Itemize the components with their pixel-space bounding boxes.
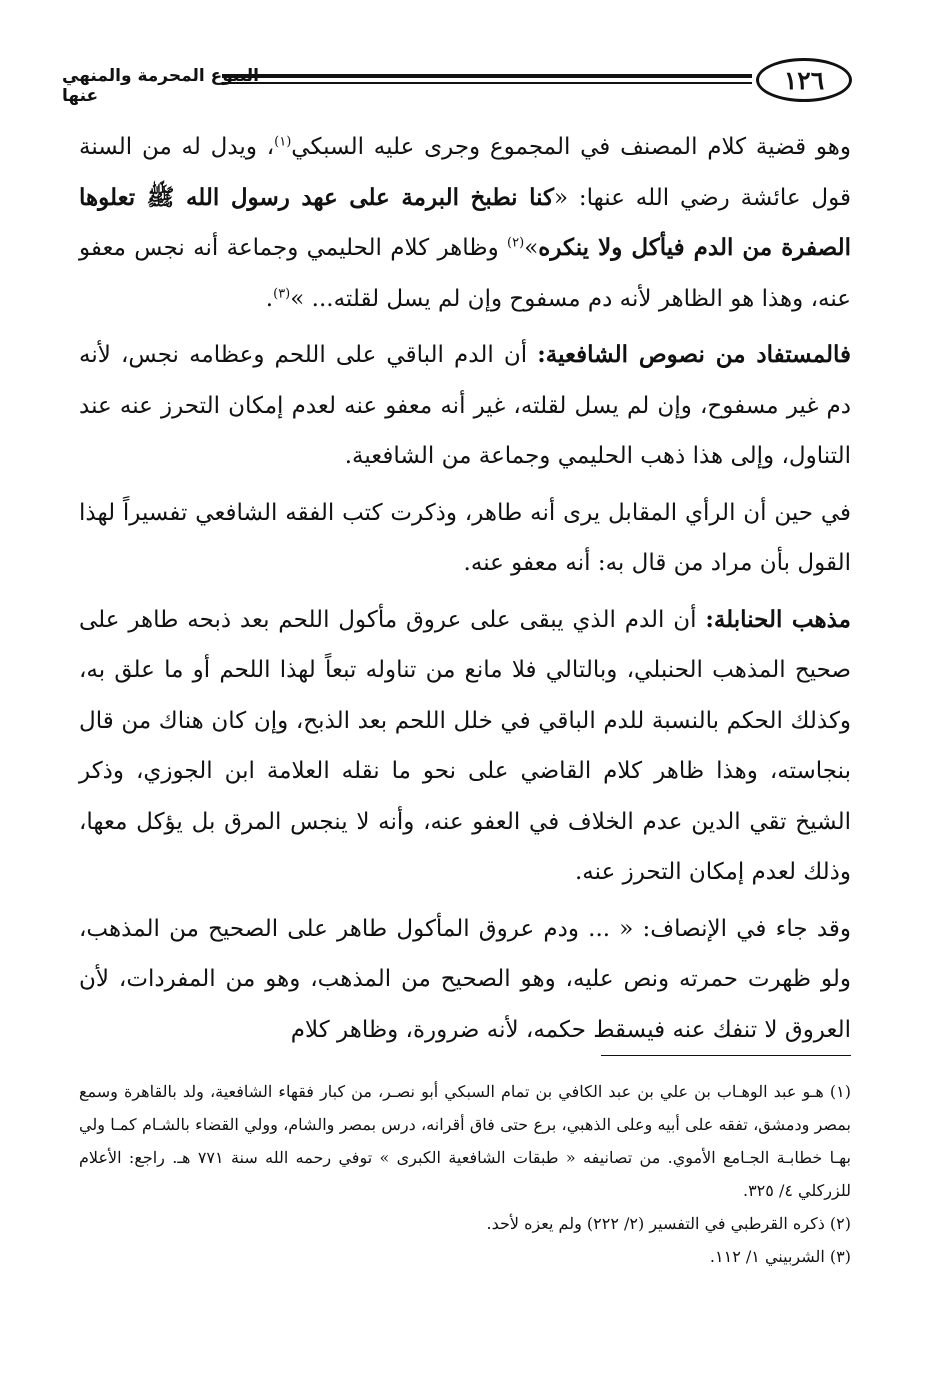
paragraph-5 — [79, 904, 851, 1056]
p1-text-a: وهو قضية كلام المصنف في المجموع وجرى عليه السبكي — [291, 134, 851, 160]
hadith-quote: كنا نطبخ البرمة على عهد رسول الله ﷺ تعلوها الصفرة من الدم فيأكل ولا ينكره — [79, 183, 851, 261]
p1-text-e: . — [265, 285, 274, 312]
p1-text-d: وظاهر كلام الحليمي وجماعة أنه نجس معفو عنه، وهذا هو الظاهر لأنه دم مسفوح وإن لم يسل لقلته... » — [79, 235, 851, 312]
main-text — [79, 122, 851, 1061]
p2-heading: فالمستفاد من نصوص الشافعية: — [537, 341, 851, 368]
paragraph-4 — [79, 595, 851, 898]
p5-text: وقد جاء في الإنصاف: « ... ودم عروق المأكول طاهر على الصحيح من المذهب، ولو ظهرت حمرته ونص عليه، وهو الصحيح من المذهب، وهو من المفردات، لأن العروق لا تنفك عنه فيسقط حكمه، لأنه ضرورة، وظاهر كلام — [79, 915, 851, 1043]
footnote-ref-3: (٣) — [273, 285, 291, 301]
p4-heading: مذهب الحنابلة: — [705, 605, 851, 633]
page-header — [62, 58, 852, 108]
footnotes — [79, 1075, 851, 1273]
header-rule — [222, 74, 752, 84]
p2-text: أن الدم الباقي على اللحم وعظامه نجس، لأنه دم غير مسفوح، وإن لم يسل لقلته، غير أنه معفو عنه لعدم إمكان التحرز عنه عند التناول، وإلى هذا ذهب الحليمي وجماعة من الشافعية. — [79, 342, 851, 469]
footnote-ref-1: (١) — [274, 134, 292, 150]
footnote-3: (٣) الشربيني ١/ ١١٢. — [709, 1247, 851, 1266]
paragraph-3 — [79, 488, 851, 589]
footnote-2: (٢) ذكره القرطبي في التفسير (٢/ ٢٢٢) ولم يعزه لأحد. — [486, 1214, 851, 1233]
footnote-ref-2: (٢) — [507, 235, 525, 251]
footnote-1: (١) هـو عبد الوهـاب بن علي بن عبد الكافي بن تمام السبكي أبو نصـر، من كبار فقهاء الشافعية، ولد بالقاهرة وسمع بمصر ودمشق، تفقه على أبيه وعلى الذهبي، برع حتى فاق أقرانه، درس بمصر والشام، وولي القضاء بالشـام كمـا ولي بهـا خطابـة الجـامع الأموي. من تصانيفه « طبقات الشافعية الكبرى » توفي رحمه الله سنة ٧٧١ هـ. راجع: الأعلام للزركلي ٤/ ٣٢٥. — [79, 1082, 851, 1200]
p4-text: أن الدم الذي يبقى على عروق مأكول اللحم بعد ذبحه طاهر على صحيح المذهب الحنبلي، وبالتالي فلا مانع من تناوله تبعاً لهذا اللحم أو ما علق به، وكذلك الحكم بالنسبة للدم الباقي في خلل اللحم بعد الذبح، وإن كان هناك من قال بنجاسته، وهذا ظاهر كلام القاضي على نحو ما نقله العلامة ابن الجوزي، وذكر الشيخ تقي الدين عدم الخلاف في العفو عنه، وأنه لا ينجس المرق بل يؤكل معها، وذلك لعدم إمكان التحرز عنه. — [79, 606, 851, 885]
p1-text-c: » — [524, 235, 539, 261]
p3-text: في حين أن الرأي المقابل يرى أنه طاهر، وذكرت كتب الفقه الشافعي تفسيراً لهذا القول بأن مراد من قال به: أنه معفو عنه. — [79, 499, 851, 576]
footnote-separator — [601, 1055, 851, 1056]
paragraph-2 — [79, 330, 851, 482]
running-title: البيوع المحرمة والمنهي عنها — [62, 66, 260, 106]
paragraph-1 — [79, 122, 851, 324]
p1-text-b: ، ويدل له من السنة قول عائشة رضي الله عنها: « — [79, 134, 851, 211]
page-number: ١٢٦ — [756, 58, 852, 102]
